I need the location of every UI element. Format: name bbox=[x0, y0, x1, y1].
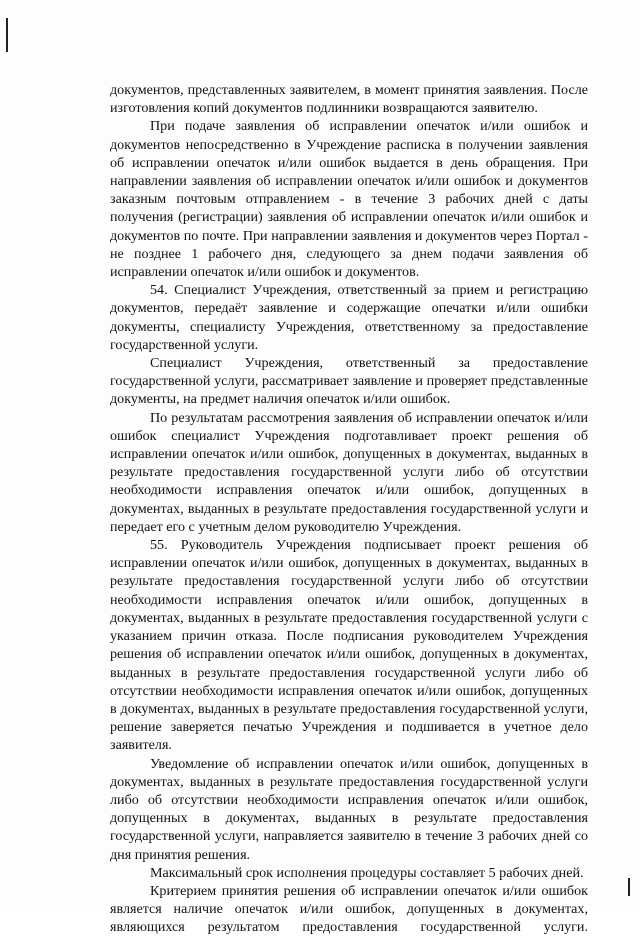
paragraph: 54. Специалист Учреждения, ответственный за прием и регистрацию документов, передаёт заявление и содержащие опечатки и/или ошибки документы, специалисту Учреждения, ответственному за предоставление государственной услуги. bbox=[110, 282, 588, 353]
paragraph: документов, представленных заявителем, в момент принятия заявления. После изготовления копий документов подлинники возвращаются заявителю. bbox=[110, 82, 588, 117]
paragraph: Максимальный срок исполнения процедуры составляет 5 рабочих дней. bbox=[150, 864, 584, 881]
paragraph: При подаче заявления об исправлении опечаток и/или ошибок и документов непосредственно в Учреждение расписка в получении заявления об исправлении опечаток и/или ошибок выдается в день обращения. При направлении заявления об исправлении опечаток и/или ошибок и документов заказным почтовым отправлением - в течение 3 рабочих дней с даты получения (регистрации) заявления об исправлении опечаток и/или ошибок и документов по почте. При направлении заявления и документов через Портал - не позднее 1 рабочего дня, следующего за днем подачи заявления об исправлении опечаток и/или ошибок и документов. bbox=[110, 118, 588, 281]
paragraph: Уведомление об исправлении опечаток и/или ошибок, допущенных в документах, выданных в результате предоставления государственной услуги либо об отсутствии необходимости исправления опечаток и/или ошибок, допущенных в документах, выданных в результате предоставления государственной услуги, направляется заявителю в течение 3 рабочих дней со дня принятия решения. bbox=[110, 755, 588, 863]
scan-edge-mark bbox=[6, 18, 8, 52]
scan-edge-mark bbox=[628, 878, 630, 896]
paragraph: Критерием принятия решения об исправлении опечаток и/или ошибок является наличие опечаток и/или ошибок, допущенных в документах, являющихся результатом предоставления государственной услуги. bbox=[110, 882, 588, 936]
paragraph: 55. Руководитель Учреждения подписывает проект решения об исправлении опечаток и/или ошибок, допущенных в документах, выданных в результате предоставления государственной услуги либо об отсутствии необходимости исправления опечаток и/или ошибок, допущенных в документах, выданных в результате предоставления государственной услуги с указанием причин отказа. После подписания руководителем Учреждения решения об исправлении опечаток и/или ошибок, допущенных в документах, выданных в результате предоставления государственной услуги либо об отсутствии необходимости исправления опечаток и/или ошибок, допущенных в документах, выданных в результате предоставления государственной услуги, решение заверяется печатью Учреждения и подшивается в учетное дело заявителя. bbox=[110, 537, 588, 754]
paragraph: Специалист Учреждения, ответственный за предоставление государственной услуги, рассматривает заявление и проверяет представленные документы, на предмет наличия опечаток и/или ошибок. bbox=[110, 355, 588, 408]
paragraph: По результатам рассмотрения заявления об исправлении опечаток и/или ошибок специалист Учреждения подготавливает проект решения об исправлении опечаток и/или ошибок, допущенных в документах, выданных в результате предоставления государственной услуги либо об отсутствии необходимости исправления опечаток и/или ошибок, допущенных в документах, выданных в результате предоставления государственной услуги и передает его с учетным делом руководителю Учреждения. bbox=[110, 409, 588, 535]
document-body bbox=[110, 81, 588, 937]
